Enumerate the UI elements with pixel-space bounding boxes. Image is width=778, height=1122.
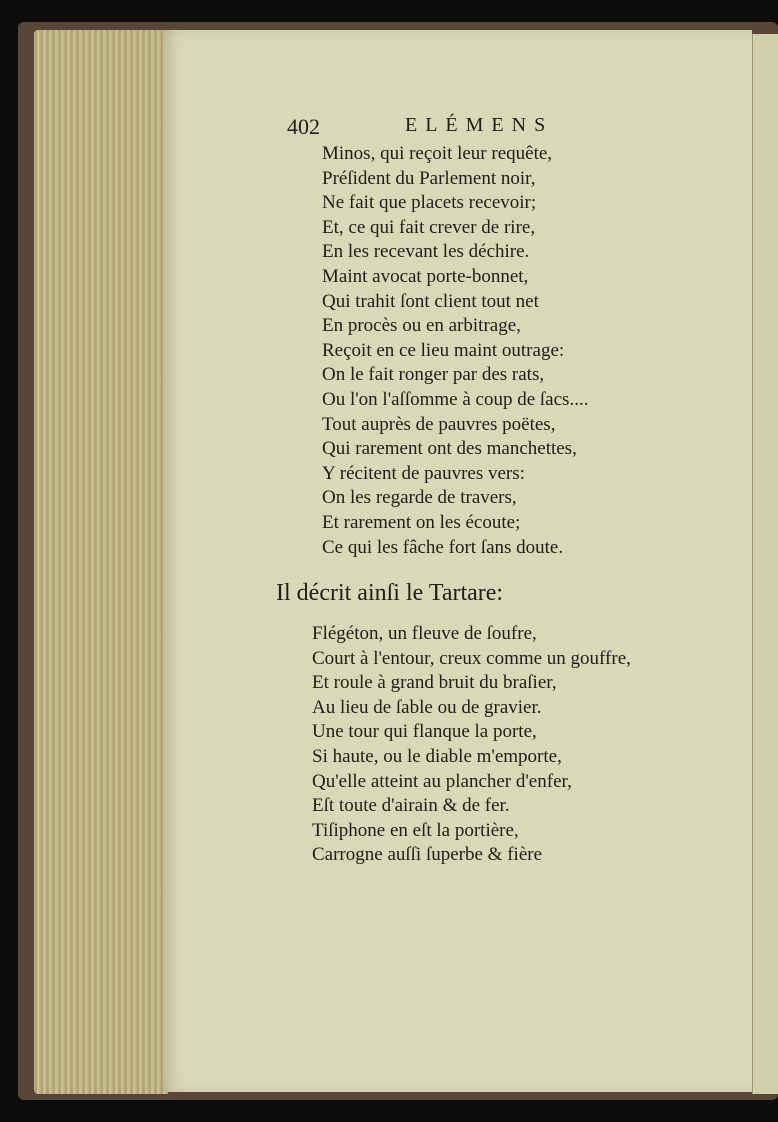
verse-line: Et roule à grand bruit du braſier,: [312, 672, 557, 694]
verse-line: On les regarde de travers,: [322, 487, 517, 509]
page-edges: [34, 30, 168, 1094]
verse-line: Maint avocat porte-bonnet,: [322, 265, 529, 287]
verse-line: Qui trahit ſont client tout net: [322, 290, 539, 312]
running-title: ELÉMENS: [405, 114, 554, 136]
verse-line: Qui rarement ont des manchettes,: [322, 438, 577, 460]
page-number: 402: [287, 114, 320, 139]
verse-line: Ne fait que placets recevoir;: [322, 192, 537, 214]
verse-line: Si haute, ou le diable m'emporte,: [312, 745, 562, 767]
adjacent-page-edge: [752, 34, 778, 1094]
verse-line: Préſident du Parlement noir,: [322, 167, 536, 189]
verse-line: Une tour qui flanque la porte,: [312, 721, 537, 743]
page-header: [287, 114, 587, 144]
verse-line: Court à l'entour, creux comme un gouffre,: [312, 647, 631, 669]
verse-line: Qu'elle atteint au plancher d'enfer,: [312, 770, 572, 792]
verse-line: Tiſiphone en eſt la portière,: [312, 819, 519, 841]
verse-line: En les recevant les déchire.: [322, 241, 530, 263]
verse-line: Et, ce qui fait crever de rire,: [322, 216, 536, 238]
verse-line: On le fait ronger par des rats,: [322, 364, 545, 386]
section-intro: Il décrit ainſi le Tartare:: [276, 580, 504, 606]
verse-line: Flégéton, un fleuve de ſoufre,: [312, 623, 537, 644]
verse-line: Et rarement on les écoute;: [322, 511, 521, 533]
verse-stanza-1: [322, 142, 588, 560]
verse-line: Eſt toute d'airain & de fer.: [312, 795, 510, 817]
verse-line: Ou l'on l'aſſomme à coup de ſacs....: [322, 388, 589, 410]
verse-line: Ce qui les fâche fort ſans doute.: [322, 536, 564, 558]
verse-line: Au lieu de ſable ou de gravier.: [312, 696, 542, 718]
verse-line: En procès ou en arbitrage,: [322, 315, 521, 337]
verse-line: Reçoit en ce lieu maint outrage:: [322, 339, 565, 361]
verse-line: Tout auprès de pauvres poëtes,: [322, 413, 556, 435]
verse-stanza-2: [312, 622, 631, 868]
verse-line: Carrogne auſſi ſuperbe & fière: [312, 844, 543, 866]
verse-line: Y récitent de pauvres vers:: [322, 462, 525, 484]
verse-line: Minos, qui reçoit leur requête,: [322, 143, 553, 164]
